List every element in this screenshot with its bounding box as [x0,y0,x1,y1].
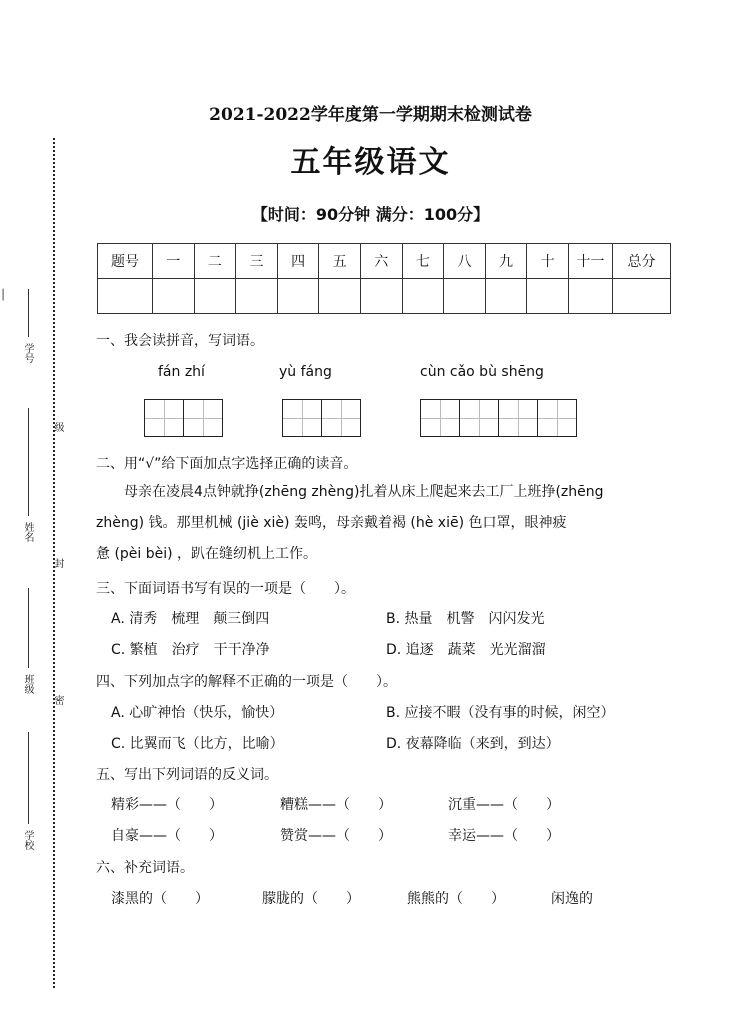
question-6-title: 六、补充词语。 [96,860,194,876]
score-header-cell: 八 [444,244,486,279]
time-info: 【时间：90分钟 满分：100分】 [251,205,490,224]
writing-cell[interactable] [183,399,223,437]
antonym-item: 幸运——（ ） [448,828,560,844]
score-header-cell: 一 [153,244,195,279]
phrase-item: 朦胧的（ ） [262,891,360,907]
score-blank-cell[interactable] [527,279,569,314]
passage-line: zhèng) 钱。那里机械 (jiè xiè) 轰鸣，母亲戴着褐 (hè xiē) 色口罩，眼神疲 [96,515,567,531]
score-header-cell: 三 [236,244,278,279]
option-c: C. 比翼而飞（比方，比喻） [111,736,284,752]
antonym-item: 自豪——（ ） [111,828,223,844]
question-5-title: 五、写出下列词语的反义词。 [96,767,278,783]
margin-label-student-id: 学号 [22,343,33,363]
score-blank-cell[interactable] [98,279,153,314]
option-a: A. 清秀 梳理 颠三倒四 [111,611,270,627]
passage-line: 惫 (pèi bèi) ，趴在缝纫机上工作。 [96,546,318,562]
margin-label-ji: 级 [52,422,63,432]
phrase-item: 闲逸的 [551,891,593,907]
score-blank-row [98,279,671,314]
pinyin-1: fán zhí [158,364,205,380]
pinyin-2: yù fáng [279,364,332,380]
antonym-item: 糟糕——（ ） [280,797,392,813]
margin-label-class: 班级 [22,674,33,694]
writing-cell[interactable] [420,399,460,437]
score-header-cell: 七 [402,244,444,279]
question-3-title: 三、下面词语书写有误的一项是（ ）。 [96,581,355,597]
option-a: A. 心旷神怡（快乐，愉快） [111,705,284,721]
margin-edge-mark: │ [0,290,7,301]
score-header-cell: 五 [319,244,361,279]
writing-cell[interactable] [144,399,184,437]
margin-label-name: 姓名 [22,522,33,542]
question-4-title: 四、下列加点字的解释不正确的一项是（ ）。 [96,674,397,690]
score-blank-cell[interactable] [236,279,278,314]
option-d: D. 夜幕降临（来到，到达） [386,736,560,752]
name-line [28,408,29,516]
pinyin-3: cùn cǎo bù shēng [420,364,544,380]
score-blank-cell[interactable] [402,279,444,314]
score-header-cell: 九 [485,244,527,279]
score-header-cell: 十一 [569,244,613,279]
phrase-item: 熊熊的（ ） [407,891,505,907]
score-header-cell: 二 [194,244,236,279]
question-2-title: 二、用“√”给下面加点字选择正确的读音。 [96,456,358,472]
passage-line: 母亲在凌晨4点钟就挣(zhēng zhèng)扎着从床上爬起来去工厂上班挣(zhēng [124,484,604,500]
option-d: D. 追逐 蔬菜 光光溜溜 [386,642,546,658]
antonym-item: 赞赏——（ ） [280,828,392,844]
exam-subtitle: 2021-2022学年度第一学期期末检测试卷 [209,105,532,125]
antonym-item: 精彩——（ ） [111,797,223,813]
score-blank-cell[interactable] [444,279,486,314]
score-blank-cell[interactable] [153,279,195,314]
class-line [28,588,29,668]
score-blank-cell[interactable] [277,279,319,314]
student-id-line [28,289,29,337]
score-header-cell: 十 [527,244,569,279]
question-2-passage [96,477,656,570]
score-blank-cell[interactable] [360,279,402,314]
score-header-row [98,244,671,279]
score-blank-cell[interactable] [319,279,361,314]
writing-grid-1 [144,399,223,437]
score-blank-cell[interactable] [485,279,527,314]
antonym-item: 沉重——（ ） [448,797,560,813]
option-b: B. 热量 机警 闪闪发光 [386,611,545,627]
score-blank-cell[interactable] [613,279,671,314]
margin-label-mi: 密 [52,695,63,705]
writing-grid-2 [282,399,361,437]
writing-cell[interactable] [282,399,322,437]
school-line [28,732,29,824]
phrase-item: 漆黑的（ ） [111,891,209,907]
writing-cell[interactable] [459,399,499,437]
writing-cell[interactable] [537,399,577,437]
exam-title: 五年级语文 [290,145,451,180]
option-c: C. 繁植 治疗 干干净净 [111,642,270,658]
question-1-title: 一、我会读拼音，写词语。 [96,333,264,349]
option-b: B. 应接不暇（没有事的时候，闲空） [386,705,615,721]
score-table [97,243,671,314]
score-header-cell: 题号 [98,244,153,279]
writing-grid-3 [420,399,577,437]
score-blank-cell[interactable] [194,279,236,314]
writing-cell[interactable] [498,399,538,437]
margin-label-school: 学校 [22,830,33,850]
writing-cell[interactable] [321,399,361,437]
score-blank-cell[interactable] [569,279,613,314]
score-header-cell: 六 [360,244,402,279]
score-header-cell: 四 [277,244,319,279]
score-header-cell: 总分 [613,244,671,279]
margin-label-feng: 封 [52,558,63,568]
